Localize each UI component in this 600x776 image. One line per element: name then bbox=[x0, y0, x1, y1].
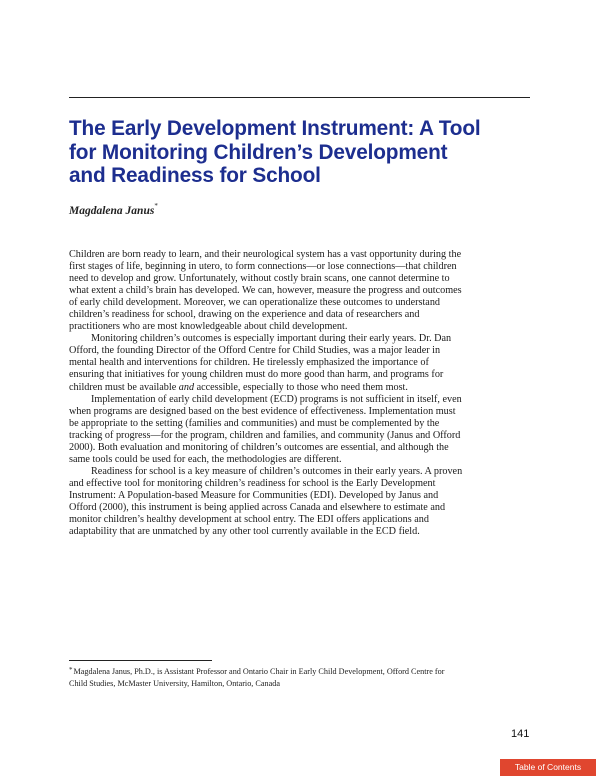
title-line: for Monitoring Children’s Development bbox=[69, 140, 448, 164]
footnote-mark: * bbox=[69, 666, 73, 674]
body-text: children must be available bbox=[69, 381, 179, 393]
title-line: and Readiness for School bbox=[69, 164, 321, 187]
footnote-line bbox=[69, 666, 539, 678]
paragraph-2 bbox=[69, 333, 531, 393]
body-line: adaptability that are unmatched by any other tool currently available in the ECD field. bbox=[69, 526, 420, 538]
body-line: Offord, the founding Director of the Offord Centre for Child Studies, was a major leader in bbox=[69, 345, 441, 357]
author-footnote-mark[interactable]: * bbox=[154, 202, 158, 210]
body-line: tracking of progress—for the program, children and families, and community (Janus and Offord bbox=[69, 429, 461, 441]
footnote-rule bbox=[69, 660, 212, 661]
body-line: when programs are designed based on the best evidence of effectiveness. Implementation must bbox=[69, 405, 456, 417]
body-line: 2000). Both evaluation and monitoring of children’s outcomes are essential, and although the bbox=[69, 441, 449, 453]
article-title bbox=[69, 117, 539, 188]
body-line: Monitoring children’s outcomes is especially important during their early years. Dr. Dan bbox=[91, 333, 452, 345]
body-line: monitor children’s healthy development at school entry. The EDI offers applications and bbox=[69, 514, 429, 526]
body-line: Offord (2000), this instrument is being applied across Canada and elsewhere to estimate and bbox=[69, 501, 446, 513]
author-byline bbox=[69, 202, 158, 217]
body-line: mental health and interventions for children. He tirelessly emphasized the importance of bbox=[69, 357, 429, 369]
body-line: first stages of life, beginning in utero, to form connections—or lose connections—that children bbox=[69, 261, 457, 273]
paragraph-3 bbox=[69, 394, 531, 466]
title-line: The Early Development Instrument: A Tool bbox=[69, 117, 481, 140]
body-line: same tools could be used for each, the methodologies are different. bbox=[69, 453, 342, 465]
body-line: Instrument: A Population-based Measure for Communities (EDI). Developed by Janus and bbox=[69, 489, 439, 501]
body-line bbox=[69, 382, 531, 394]
header-rule bbox=[69, 97, 530, 98]
body-line: of early child development. Moreover, we can operationalize these outcomes to understand bbox=[69, 297, 441, 309]
page-number: 141 bbox=[511, 728, 530, 740]
body-line: practitioners who are most knowledgeable about child development. bbox=[69, 321, 348, 333]
emphasis-text: and bbox=[178, 381, 195, 393]
body-line: need to develop and grow. Unfortunately, without costly brain scans, one cannot determine to bbox=[69, 273, 450, 285]
body-line: and effective tool for monitoring children’s readiness for school is the Early Development bbox=[69, 477, 436, 489]
body-line: children’s readiness for school, drawing on the experience and data of researchers and bbox=[69, 309, 420, 321]
body-text: accessible, especially to those who need them most. bbox=[194, 381, 408, 393]
footnote-line: Child Studies, McMaster University, Hamilton, Ontario, Canada bbox=[69, 679, 280, 688]
footnote bbox=[69, 666, 539, 690]
body-line: Children are born ready to learn, and their neurological system has a vast opportunity during the bbox=[69, 249, 462, 260]
body-line: Implementation of early child development (ECD) programs is not sufficient in itself, even bbox=[91, 393, 462, 405]
body-line: what extent a child’s brain has developed. We can, however, measure the progress and outcomes bbox=[69, 285, 462, 297]
paragraph-1 bbox=[69, 249, 531, 333]
body-line: Readiness for school is a key measure of children’s outcomes in their early years. A proven bbox=[91, 465, 463, 477]
body-line: ensuring that initiatives for young children must do more good than harm, and programs for bbox=[69, 369, 444, 381]
footnote-text: Magdalena Janus, Ph.D., is Assistant Professor and Ontario Chair in Early Child Development, Offord Centre for bbox=[73, 667, 445, 676]
article-body bbox=[69, 249, 531, 538]
author-name: Magdalena Janus bbox=[69, 205, 155, 217]
table-of-contents-button[interactable]: Table of Contents bbox=[500, 759, 596, 776]
body-line: be appropriate to the setting (families and communities) and must be complemented by the bbox=[69, 417, 440, 429]
paragraph-4 bbox=[69, 466, 531, 538]
